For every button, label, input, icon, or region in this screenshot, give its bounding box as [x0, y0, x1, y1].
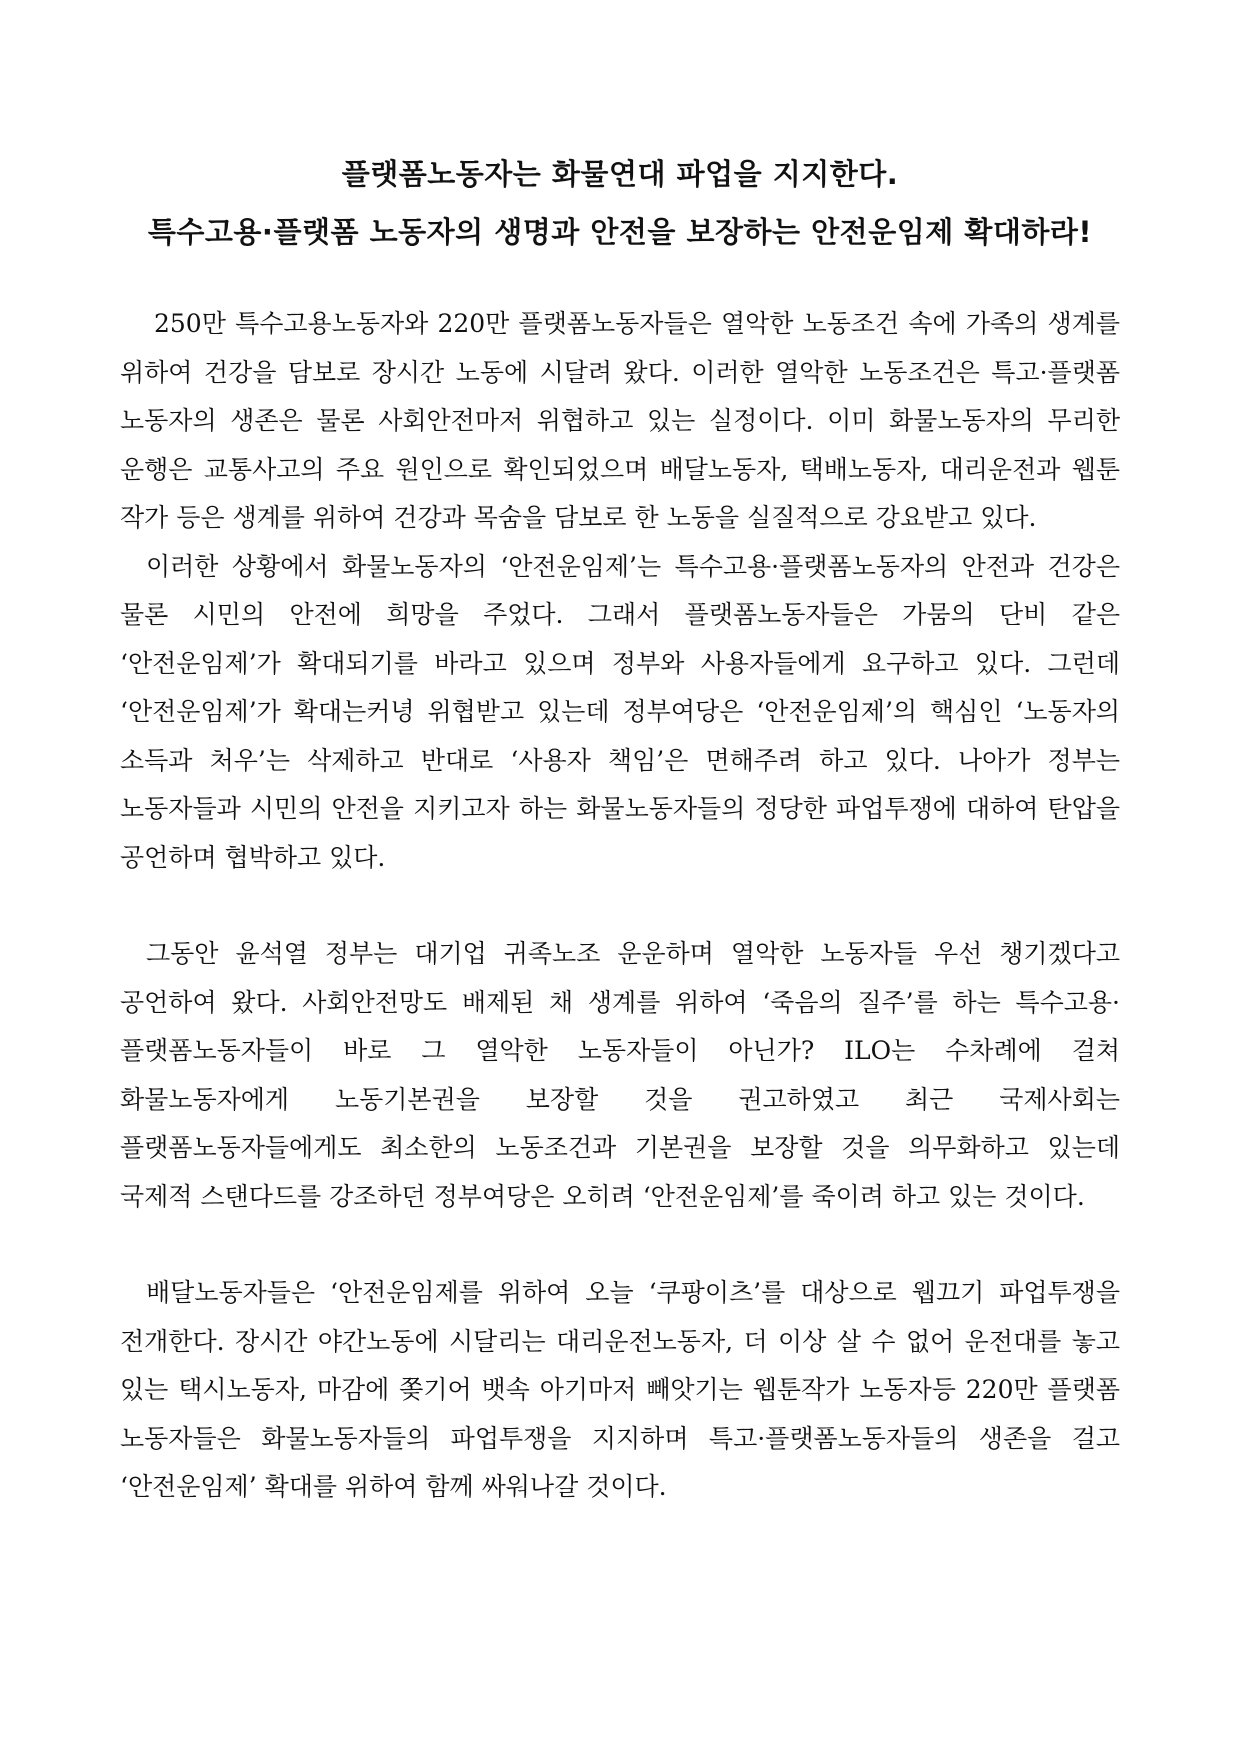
paragraph-4: 배달노동자들은 ‘안전운임제를 위하여 오늘 ‘쿠팡이츠’를 대상으로 웹끄기 파업투쟁을 전개한다. 장시간 야간노동에 시달리는 대리운전노동자, 더 이상 살 수 없어 운전대를 놓고 있는 택시노동자, 마감에 쫒기어 뱃속 아기마저 빼앗기는 웹툰작가 노동자등 220만 플랫폼 노동자들은 화물노동자들의 파업투쟁을 지지하며 특고·플랫폼노동자들의 생존을 걸고 ‘안전운임제’ 확대를 위하여 함께 싸워나갈 것이다.	[120, 1278, 1120, 1501]
paragraph-1: 250만 특수고용노동자와 220만 플랫폼노동자들은 열악한 노동조건 속에 가족의 생계를 위하여 건강을 담보로 장시간 노동에 시달려 왔다. 이러한 열악한 노동조건은 특고·플랫폼 노동자의 생존은 물론 사회안전마저 위협하고 있는 실정이다. 이미 화물노동자의 무리한 운행은 교통사고의 주요 원인으로 확인되었으며 배달노동자, 택배노동자, 대리운전과 웹툰 작가 등은 생계를 위하여 건강과 목숨을 담보로 한 노동을 실질적으로 강요받고 있다.	[120, 309, 1120, 532]
title-block	[120, 145, 1120, 261]
title-line-1: 플랫폼노동자는 화물연대 파업을 지지한다.	[341, 157, 899, 191]
document-body	[120, 300, 1120, 1512]
paragraph-2: 이러한 상황에서 화물노동자의 ‘안전운임제’는 특수고용·플랫폼노동자의 안전과 건강은 물론 시민의 안전에 희망을 주었다. 그래서 플랫폼노동자들은 가뭄의 단비 같은 ‘안전운임제’가 확대되기를 바라고 있으며 정부와 사용자들에게 요구하고 있다. 그런데 ‘안전운임제’가 확대는커녕 위협받고 있는데 정부여당은 ‘안전운임제’의 핵심인 ‘노동자의 소득과 처우’는 삭제하고 반대로 ‘사용자 책임’은 면해주려 하고 있다. 나아가 정부는 노동자들과 시민의 안전을 지키고자 하는 화물노동자들의 정당한 파업투쟁에 대하여 탄압을 공언하며 협박하고 있다.	[120, 551, 1120, 872]
paragraph-3: 그동안 윤석열 정부는 대기업 귀족노조 운운하며 열악한 노동자들 우선 챙기겠다고 공언하여 왔다. 사회안전망도 배제된 채 생계를 위하여 ‘죽음의 질주’를 하는 특수고용·플랫폼노동자들이 바로 그 열악한 노동자들이 아닌가? ILO는 수차례에 걸쳐 화물노동자에게 노동기본권을 보장할 것을 권고하였고 최근 국제사회는 플랫폼노동자들에게도 최소한의 노동조건과 기본권을 보장할 것을 의무화하고 있는데 국제적 스탠다드를 강조하던 정부여당은 오히려 ‘안전운임제’를 죽이려 하고 있는 것이다.	[120, 939, 1120, 1211]
title-line-2: 특수고용·플랫폼 노동자의 생명과 안전을 보장하는 안전운임제 확대하라!	[147, 215, 1093, 249]
